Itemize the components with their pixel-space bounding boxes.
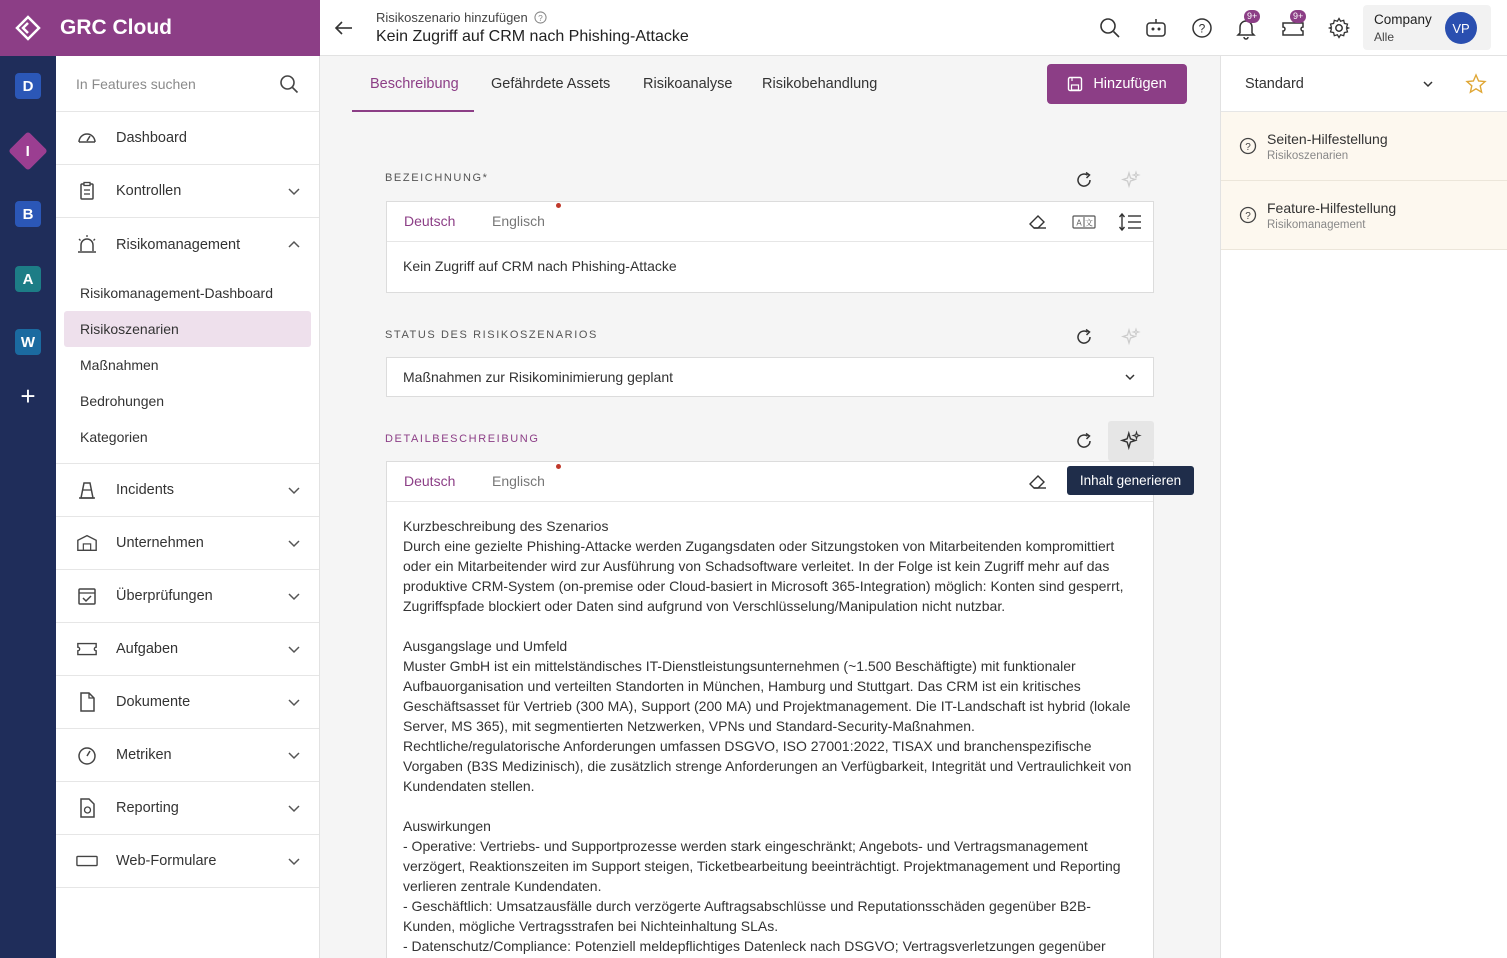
svg-text:A: A	[1076, 218, 1082, 228]
grc-logo-icon[interactable]	[0, 0, 56, 56]
breadcrumb	[376, 10, 547, 25]
sidebar-item-label: Metriken	[116, 747, 172, 763]
feature-help-item[interactable]	[1221, 181, 1507, 250]
app-a-button[interactable]: A	[15, 266, 41, 292]
language-tabs	[387, 202, 1153, 242]
sidebar-item-label: Kontrollen	[116, 183, 182, 199]
help-circle-icon[interactable]	[534, 11, 547, 24]
generate-bezeichnung-button[interactable]	[1116, 165, 1146, 195]
help-item-title: Feature-Hilfestellung	[1267, 199, 1397, 216]
translate-icon[interactable]	[1072, 213, 1096, 231]
subnav-bedrohungen[interactable]: Bedrohungen	[80, 393, 165, 409]
lang-tab-deutsch[interactable]: Deutsch	[404, 213, 456, 229]
chevron-down-icon[interactable]	[287, 748, 301, 762]
subnav-risikoszenarien[interactable]: Risikoszenarien	[64, 311, 311, 347]
sidebar	[56, 56, 320, 958]
svg-text:文: 文	[1085, 218, 1093, 228]
chevron-down-icon[interactable]	[287, 642, 301, 656]
subnav-massnahmen[interactable]: Maßnahmen	[80, 357, 159, 373]
app-switcher-rail	[0, 0, 56, 958]
detail-heading: Auswirkungen	[403, 818, 491, 834]
notifications-button[interactable]	[1234, 11, 1258, 40]
sidebar-item-label: Web-Formulare	[116, 853, 217, 869]
tabs-bar	[320, 56, 1220, 112]
breadcrumb-label: Risikoszenario hinzufügen	[376, 10, 528, 25]
help-item-subtitle: Risikomanagement	[1267, 218, 1366, 231]
sparkle-icon	[1121, 170, 1141, 190]
traffic-cone-icon	[76, 479, 98, 501]
help-panel	[1220, 56, 1507, 958]
detail-paragraph: - Operative: Vertriebs- und Supportprozesse werden stark eingeschränkt; Angebots- und Vertragsmanagement verzögert, Reaktionszeiten im Support steigen, Ticketbearbeitung beeinträchtigt. Projektmanagement und Reporting verlieren zentrale Kundendaten.	[403, 838, 1121, 894]
company-switcher[interactable]	[1363, 5, 1491, 50]
report-file-icon	[76, 797, 98, 819]
sidebar-item-incidents[interactable]	[56, 464, 319, 517]
detail-paragraph: Muster GmbH ist ein mittelständisches IT-Dienstleistungsunternehmen (~1.500 Beschäftigte) mit funktionaler Aufbauorganisation und verteilten Standorten in München, Hamburg und Stuttgart. Das CRM ist ein kritisches Geschäftsasset für Vertrieb (300 MA), Support (200 MA) und Projektmanagement. Die IT-Landschaft ist hybrid (lokale Server, MS 365), mit segmentierten Netzwerken, VPNs und Standard-Security-Maßnahmen.	[403, 658, 1131, 734]
sidebar-item-dokumente[interactable]	[56, 676, 319, 729]
chevron-down-icon	[1421, 77, 1435, 91]
tab-risikobehandlung[interactable]: Risikobehandlung	[762, 76, 878, 92]
sidebar-item-unternehmen[interactable]	[56, 517, 319, 570]
avatar[interactable]: VP	[1445, 12, 1477, 44]
svg-text:?: ?	[537, 12, 543, 23]
app-i-button[interactable]	[8, 131, 48, 171]
subnav-risikomanagement-dashboard[interactable]: Risikomanagement-Dashboard	[80, 285, 273, 301]
view-select[interactable]	[1221, 56, 1507, 112]
messages-button[interactable]	[1280, 11, 1304, 40]
page-help-item[interactable]	[1221, 112, 1507, 181]
calendar-check-icon	[76, 585, 98, 607]
sidebar-item-label: Überprüfungen	[116, 588, 213, 604]
ticket-icon	[76, 638, 98, 660]
sidebar-item-aufgaben[interactable]	[56, 623, 319, 676]
app-b-button[interactable]: B	[15, 201, 41, 227]
back-arrow-icon[interactable]	[332, 16, 356, 40]
sparkle-icon	[1121, 327, 1141, 347]
active-tab-indicator	[352, 110, 474, 112]
sidebar-item-kontrollen[interactable]	[56, 165, 319, 218]
chevron-down-icon[interactable]	[287, 536, 301, 550]
message-badge: 9+	[1290, 10, 1306, 23]
app-i-label: I	[25, 142, 31, 160]
detail-paragraph: - Datenschutz/Compliance: Potenziell meldepflichtiges Datenleck nach DSGVO; Vertragsverletzungen gegenüber	[403, 938, 1106, 954]
chevron-down-icon[interactable]	[287, 589, 301, 603]
detail-paragraph: - Geschäftlich: Umsatzausfälle durch verzögerte Auftragsabschlüsse und Reputationsschäden gegenüber B2B-Kunden, mögliche Vertragsstrafen bei Nichteinhaltung SLAs.	[403, 898, 1091, 934]
form-field-icon	[76, 850, 98, 872]
tab-risikoanalyse[interactable]: Risikoanalyse	[643, 76, 733, 92]
document-icon	[76, 691, 98, 713]
risikomanagement-subnav	[56, 271, 319, 464]
app-title: GRC Cloud	[56, 0, 320, 56]
add-button[interactable]	[1047, 64, 1187, 104]
reset-detail-button[interactable]	[1069, 426, 1099, 456]
sidebar-item-label: Unternehmen	[116, 535, 204, 551]
lang-tab-deutsch[interactable]: Deutsch	[404, 473, 456, 489]
gear-icon[interactable]	[1327, 16, 1351, 40]
line-height-icon[interactable]	[1118, 212, 1142, 232]
speedometer-icon	[76, 744, 98, 766]
sidebar-item-label: Incidents	[116, 482, 175, 498]
chevron-up-icon[interactable]	[287, 238, 301, 252]
reset-bezeichnung-button[interactable]	[1069, 165, 1099, 195]
svg-text:?: ?	[1245, 211, 1251, 222]
chevron-down-icon	[1123, 370, 1137, 384]
detail-heading: Ausgangslage und Umfeld	[403, 638, 568, 654]
company-name: Company	[1374, 12, 1432, 27]
tab-beschreibung[interactable]: Beschreibung	[370, 76, 459, 92]
chevron-down-icon[interactable]	[287, 184, 301, 198]
reset-status-button[interactable]	[1069, 322, 1099, 352]
svg-text:?: ?	[1198, 21, 1206, 36]
search-icon[interactable]	[1098, 16, 1122, 40]
sidebar-item-web-formulare[interactable]	[56, 835, 319, 888]
detail-heading: Kurzbeschreibung des Szenarios	[403, 518, 609, 534]
robot-icon[interactable]	[1144, 16, 1168, 40]
clipboard-icon	[76, 180, 98, 202]
untranslated-indicator	[556, 464, 561, 469]
sidebar-item-dashboard[interactable]	[56, 112, 319, 165]
generate-content-tooltip: Inhalt generieren	[1067, 466, 1194, 495]
star-icon[interactable]	[1465, 73, 1487, 95]
untranslated-indicator	[556, 203, 561, 208]
lang-tab-englisch[interactable]: Englisch	[492, 473, 545, 489]
detail-textarea[interactable]	[387, 502, 1153, 958]
save-icon	[1067, 76, 1083, 92]
subnav-kategorien[interactable]: Kategorien	[80, 429, 148, 445]
eraser-icon[interactable]	[1028, 473, 1048, 491]
tab-gefaehrdete-assets[interactable]: Gefährdete Assets	[491, 76, 611, 92]
sidebar-item-risikomanagement[interactable]	[56, 218, 319, 271]
language-tabs	[387, 462, 1153, 502]
sidebar-item-label: Dashboard	[116, 130, 187, 146]
generate-content-button[interactable]	[1108, 421, 1154, 461]
notification-badge: 9+	[1244, 10, 1260, 23]
help-item-title: Seiten-Hilfestellung	[1267, 130, 1388, 147]
app-w-button[interactable]: W	[15, 329, 41, 355]
bezeichnung-label: BEZEICHNUNG*	[385, 172, 489, 184]
bezeichnung-input[interactable]: Kein Zugriff auf CRM nach Phishing-Attacke	[403, 258, 677, 274]
chevron-down-icon[interactable]	[287, 854, 301, 868]
status-select[interactable]	[386, 357, 1154, 397]
app-d-button[interactable]: D	[15, 73, 41, 99]
refresh-icon	[1074, 431, 1094, 451]
page-title: Kein Zugriff auf CRM nach Phishing-Attacke	[376, 28, 689, 45]
sparkle-icon	[1120, 430, 1142, 452]
sidebar-item-label: Reporting	[116, 800, 179, 816]
svg-text:?: ?	[1245, 142, 1251, 153]
view-select-value: Standard	[1245, 75, 1304, 92]
add-button-label: Hinzufügen	[1093, 76, 1167, 92]
sidebar-item-metriken[interactable]	[56, 729, 319, 782]
top-bar	[320, 0, 1507, 56]
feature-search	[56, 56, 319, 112]
gauge-icon	[76, 127, 98, 149]
search-icon[interactable]	[279, 74, 299, 94]
detailbeschreibung-label: DETAILBESCHREIBUNG	[385, 433, 540, 445]
detail-paragraph: Rechtliche/regulatorische Anforderungen umfassen DSGVO, ISO 27001:2022, TISAX und branchenspezifische Vorgaben (B3S Medizinisch), die zusätzlich strenge Anforderungen an Verfügbarkeit, Integrität und Vertraulichkeit von Kundendaten stellen.	[403, 738, 1132, 794]
refresh-icon	[1074, 170, 1094, 190]
chevron-down-icon[interactable]	[287, 483, 301, 497]
sidebar-item-label: Risikomanagement	[116, 236, 241, 253]
detail-card	[386, 461, 1154, 958]
sidebar-item-ueberpruefungen[interactable]	[56, 570, 319, 623]
search-input[interactable]	[76, 76, 279, 92]
help-item-subtitle: Risikoszenarien	[1267, 149, 1349, 162]
help-circle-icon	[1239, 137, 1257, 155]
sidebar-item-label: Aufgaben	[116, 641, 179, 657]
eraser-icon[interactable]	[1028, 213, 1048, 231]
chevron-down-icon[interactable]	[287, 695, 301, 709]
bezeichnung-card	[386, 201, 1154, 293]
add-app-button[interactable]: +	[20, 380, 36, 411]
generate-status-button[interactable]	[1116, 322, 1146, 352]
help-circle-icon	[1239, 206, 1257, 224]
company-scope: Alle	[1374, 30, 1395, 44]
sidebar-item-reporting[interactable]	[56, 782, 319, 835]
help-icon[interactable]	[1190, 16, 1214, 40]
status-label: STATUS DES RISIKOSZENARIOS	[385, 329, 598, 341]
chevron-down-icon[interactable]	[287, 801, 301, 815]
lang-tab-englisch[interactable]: Englisch	[492, 213, 545, 229]
status-select-value: Maßnahmen zur Risikominimierung geplant	[403, 369, 674, 385]
sidebar-item-label: Dokumente	[116, 694, 191, 710]
refresh-icon	[1074, 327, 1094, 347]
alarm-light-icon	[76, 234, 98, 256]
detail-paragraph: Durch eine gezielte Phishing-Attacke werden Zugangsdaten oder Sitzungstoken von Mitarbeitenden kompromittiert oder ein Mitarbeitender wird zur Ausführung von Schadsoftware verleitet. In der Folge ist kein Zugriff mehr auf das produktive CRM-System (on-premise oder Cloud-basiert in Microsoft 365-Integration) möglich: Konten sind gesperrt, Zugriffspfade blockiert oder Daten sind aufgrund von Verschlüsselung/Manipulation nicht nutzbar.	[403, 538, 1124, 614]
building-icon	[76, 532, 98, 554]
